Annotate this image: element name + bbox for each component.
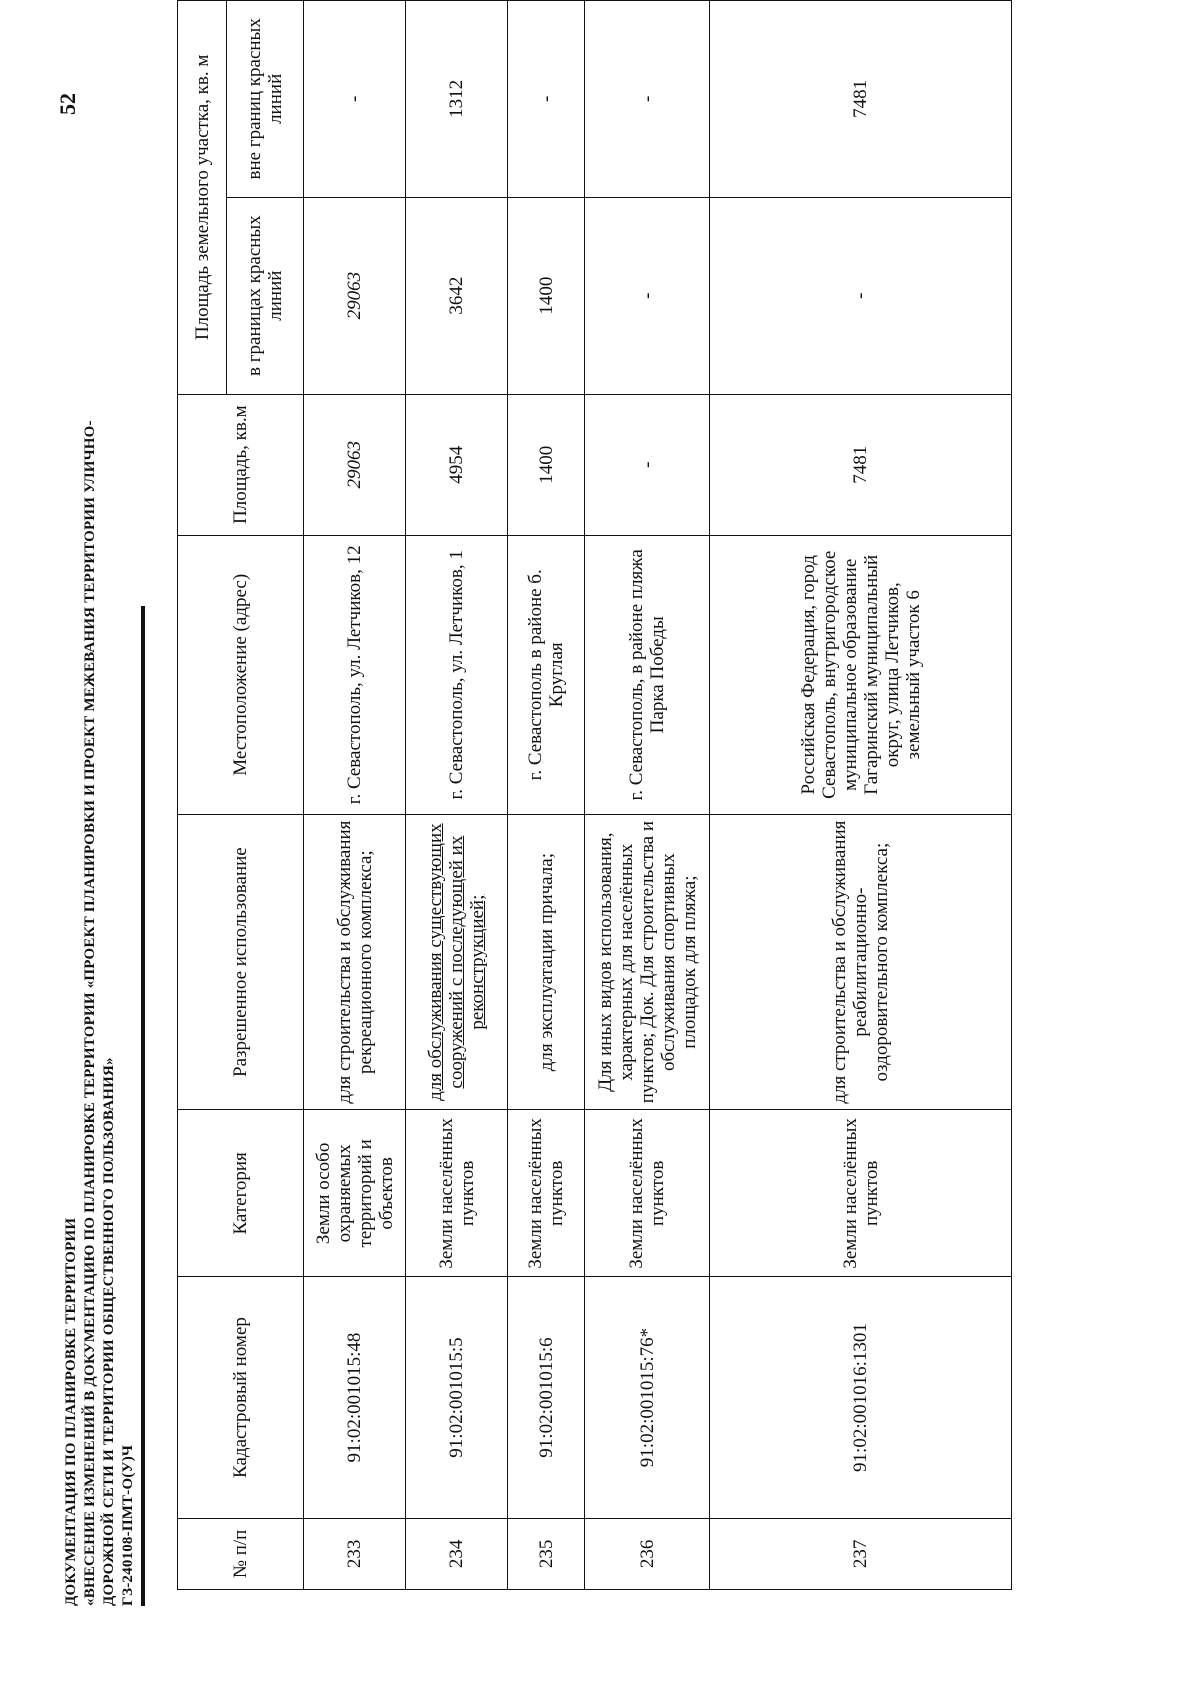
cell-location: г. Севастополь в районе б. Круглая (508, 535, 585, 814)
land-plots-table (177, 0, 1012, 1590)
cell-inside-red-lines: - (585, 197, 710, 394)
header-no: № п/п (178, 1518, 304, 1589)
cell-cadastral-number: 91:02:001016:1301 (710, 1277, 1012, 1519)
table-row (710, 1, 1012, 1590)
cell-permitted-use: для эксплуатации причала; (508, 814, 585, 1110)
table-row (406, 1, 508, 1590)
cell-cadastral-number: 91:02:001015:76* (585, 1277, 710, 1519)
cell-permitted-use: Для иных видов использования, характерных для населённых пунктов; Док. Для строительства и обслуживания спортивных площадок для пляжа; (585, 814, 710, 1110)
cell-outside-red-lines: - (508, 1, 585, 198)
cell-no: 236 (585, 1518, 710, 1589)
cell-category: Земли населённых пунктов (508, 1110, 585, 1277)
document-header (62, 420, 138, 1606)
header-permitted-use: Разрешенное использование (178, 814, 304, 1110)
cell-category: Земли особо охраняемых территорий и объектов (304, 1110, 406, 1277)
cell-outside-red-lines: 7481 (710, 1, 1012, 198)
cell-outside-red-lines: 1312 (406, 1, 508, 198)
cell-no: 234 (406, 1518, 508, 1589)
header-rule (141, 606, 145, 1606)
cell-area: 7481 (710, 394, 1012, 535)
cell-category: Земли населённых пунктов (710, 1110, 1012, 1277)
table-row (304, 1, 406, 1590)
header-line-2: «ВНЕСЕНИЕ ИЗМЕНЕНИЙ В ДОКУМЕНТАЦИЮ ПО ПЛАНИРОВКЕ ТЕРРИТОРИИ «ПРОЕКТ ПЛАНИРОВКИ И ПРОЕКТ МЕЖЕВАНИЯ ТЕРРИТОРИИ УЛИЧНО- (82, 420, 98, 1606)
cell-cadastral-number: 91:02:001015:5 (406, 1277, 508, 1519)
cell-category: Земли населённых пунктов (406, 1110, 508, 1277)
header-category: Категория (178, 1110, 304, 1277)
cell-area: 4954 (406, 394, 508, 535)
cell-location: г. Севастополь, ул. Летчиков, 1 (406, 535, 508, 814)
cell-outside-red-lines: - (585, 1, 710, 198)
cell-inside-red-lines: 3642 (406, 197, 508, 394)
header-line-1: ДОКУМЕНТАЦИЯ ПО ПЛАНИРОВКЕ ТЕРРИТОРИИ (63, 1217, 79, 1606)
cell-permitted-use: для обслуживания существующих сооружений с последующей их реконструкцией; (406, 814, 508, 1110)
header-inside-red-lines: в границах красных линий (227, 197, 304, 394)
header-line-3: ДОРОЖНОЙ СЕТИ И ТЕРРИТОРИИ ОБЩЕСТВЕННОГО ПОЛЬЗОВАНИЯ» (101, 1057, 117, 1606)
page-number: 52 (55, 93, 80, 115)
cell-cadastral-number: 91:02:001015:48 (304, 1277, 406, 1519)
cell-outside-red-lines: - (304, 1, 406, 198)
cell-inside-red-lines: 29063 (304, 197, 406, 394)
cell-permitted-use: для строительства и обслуживания реабилитационно-оздоровительного комплекса; (710, 814, 1012, 1110)
cell-inside-red-lines: 1400 (508, 197, 585, 394)
cell-location: Российская Федерация, город Севастополь, внутригородское муниципальное образование Гагаринский муниципальный округ, улица Летчиков, земельный участок 6 (710, 535, 1012, 814)
header-line-4: ГЗ-240108-ПМТ-О(У)Ч (120, 1444, 136, 1606)
cell-no: 235 (508, 1518, 585, 1589)
cell-inside-red-lines: - (710, 197, 1012, 394)
cell-area: - (585, 394, 710, 535)
table-row (585, 1, 710, 1590)
header-outside-red-lines: вне границ красных линий (227, 1, 304, 198)
header-location: Местоположение (адрес) (178, 535, 304, 814)
header-plot-area: Площадь земельного участка, кв. м (178, 1, 227, 395)
cell-location: г. Севастополь, ул. Летчиков, 12 (304, 535, 406, 814)
cell-no: 233 (304, 1518, 406, 1589)
table-header-row (178, 1, 227, 1590)
cell-area: 1400 (508, 394, 585, 535)
cell-category: Земли населённых пунктов (585, 1110, 710, 1277)
cell-area: 29063 (304, 394, 406, 535)
header-cadastral-number: Кадастровый номер (178, 1277, 304, 1519)
cell-location: г. Севастополь, в районе пляжа Парка Победы (585, 535, 710, 814)
cell-permitted-use: для строительства и обслуживания рекреационного комплекса; (304, 814, 406, 1110)
cell-cadastral-number: 91:02:001015:6 (508, 1277, 585, 1519)
cell-no: 237 (710, 1518, 1012, 1589)
table-row (508, 1, 585, 1590)
header-area: Площадь, кв.м (178, 394, 304, 535)
